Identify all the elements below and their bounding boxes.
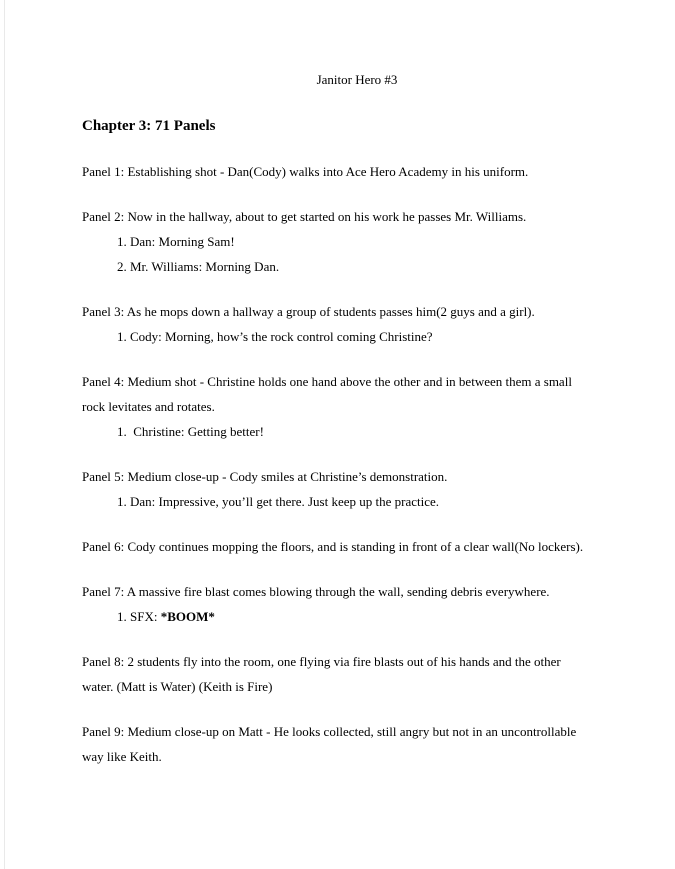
panel-list — [82, 159, 632, 769]
panel-block — [82, 204, 632, 279]
panel-description-line: Panel 2: Now in the hallway, about to get started on his work he passes Mr. Williams. — [82, 209, 527, 224]
dialogue-line: 1. Dan: Morning Sam! — [117, 234, 235, 249]
dialogue-line: 1. SFX: *BOOM* — [117, 609, 215, 624]
page-edge-line — [4, 0, 5, 869]
dialogue-line: 1. Dan: Impressive, you’ll get there. Just keep up the practice. — [117, 494, 440, 509]
panel-description-line: Panel 3: As he mops down a hallway a group of students passes him(2 guys and a girl). — [82, 304, 535, 319]
dialogue-line: 1. Cody: Morning, how’s the rock control coming Christine? — [117, 329, 433, 344]
panel-block — [82, 464, 632, 514]
panel-block — [82, 719, 632, 769]
panel-block — [82, 369, 632, 444]
panel-description-line: Panel 4: Medium shot - Christine holds one hand above the other and in between them a small — [82, 374, 572, 389]
panel-description-line: water. (Matt is Water) (Keith is Fire) — [82, 679, 273, 694]
panel-description-line: Panel 6: Cody continues mopping the floors, and is standing in front of a clear wall(No lockers). — [82, 539, 584, 554]
document-page — [82, 67, 632, 789]
panel-description-line: way like Keith. — [82, 749, 162, 764]
panel-description-line: Panel 1: Establishing shot - Dan(Cody) walks into Ace Hero Academy in his uniform. — [82, 164, 529, 179]
panel-block — [82, 299, 632, 349]
doc-title: Janitor Hero #3 — [316, 72, 398, 87]
dialogue-bold-text: *BOOM* — [160, 609, 215, 624]
panel-block — [82, 579, 632, 629]
panel-description-line: rock levitates and rotates. — [82, 399, 215, 414]
panel-block — [82, 534, 632, 559]
panel-description-line: Panel 9: Medium close-up on Matt - He looks collected, still angry but not in an uncontrollable — [82, 724, 577, 739]
dialogue-line: 2. Mr. Williams: Morning Dan. — [117, 259, 280, 274]
panel-description-line: Panel 8: 2 students fly into the room, one flying via fire blasts out of his hands and the other — [82, 654, 561, 669]
dialogue-line: 1. Christine: Getting better! — [117, 424, 264, 439]
panel-block — [82, 159, 632, 184]
panel-description-line: Panel 7: A massive fire blast comes blowing through the wall, sending debris everywhere. — [82, 584, 550, 599]
chapter-heading: Chapter 3: 71 Panels — [82, 118, 216, 134]
panel-description-line: Panel 5: Medium close-up - Cody smiles at Christine’s demonstration. — [82, 469, 448, 484]
panel-block — [82, 649, 632, 699]
